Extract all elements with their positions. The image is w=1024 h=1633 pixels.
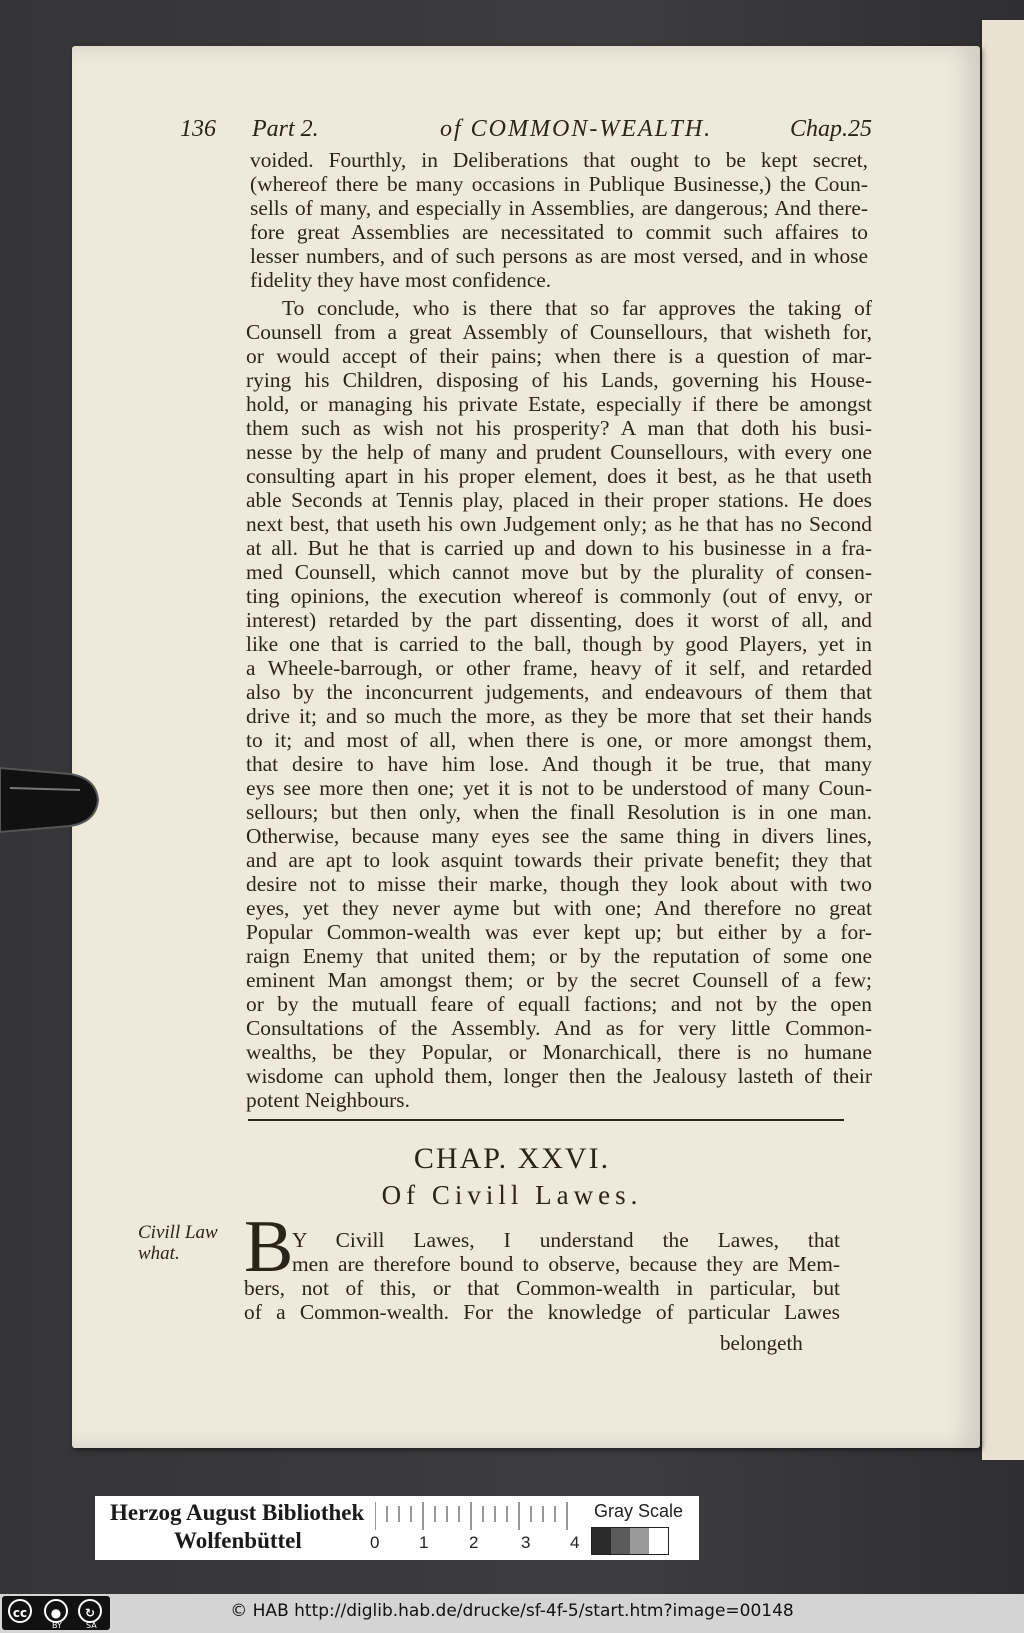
text-line: hold, or managing his private Estate, especially if there be amongst xyxy=(246,392,872,416)
text-line: interest) retarded by the part dissenting, does it worst of all, and xyxy=(246,608,872,632)
text-line: able Seconds at Tennis play, placed in their proper stations. He does xyxy=(246,488,872,512)
text-line: men are therefore bound to observe, because they are Mem- xyxy=(292,1252,840,1276)
measurement-ruler xyxy=(375,1502,585,1530)
text-line: wealths, be they Popular, or Monarchicall, there is no humane xyxy=(246,1040,872,1064)
cc-icon: cc xyxy=(8,1599,32,1623)
chapter-title: Of Civill Lawes. xyxy=(381,1180,643,1210)
text-line: eminent Man amongst them; or by the secret Counsell of a few; xyxy=(246,968,872,992)
text-line: them such as wish not his prosperity? A man that doth his busi- xyxy=(246,416,872,440)
text-line: Y Civill Lawes, I understand the Lawes, that xyxy=(292,1228,840,1252)
text-line: To conclude, who is there that so far approves the taking of xyxy=(282,296,872,320)
gray-patch xyxy=(611,1528,630,1554)
text-line: (whereof there be many occasions in Publique Businesse,) the Coun- xyxy=(250,172,868,196)
text-line: of a Common-wealth. For the knowledge of particular Lawes xyxy=(244,1300,840,1324)
section-divider xyxy=(248,1119,844,1121)
text-line: Counsell from a great Assembly of Counsellours, that wisheth for, xyxy=(246,320,872,344)
text-line: consulting apart in his proper element, does it best, as he that useth xyxy=(246,464,872,488)
text-line: Consultations of the Assembly. And as for very little Common- xyxy=(246,1016,872,1040)
ruler-label: 4 xyxy=(570,1533,580,1552)
text-line: eys see more then one; yet it is not to be understood of many Coun- xyxy=(246,776,872,800)
text-line: sellours; but then only, when the finall Resolution is in one man. xyxy=(246,800,872,824)
paragraph-conclusion xyxy=(246,296,872,1112)
text-line: or would accept of their pains; when there is a question of mar- xyxy=(246,344,872,368)
ruler-label: 3 xyxy=(521,1533,531,1552)
sa-label: SA xyxy=(86,1621,97,1630)
margin-note xyxy=(138,1222,238,1264)
drop-cap: B xyxy=(244,1206,294,1288)
margin-note-line: what. xyxy=(138,1243,180,1264)
text-line: to it; and most of all, when there is one, or more amongst them, xyxy=(246,728,872,752)
page-number: 136 xyxy=(180,116,216,142)
ruler-label: 1 xyxy=(419,1533,429,1552)
text-line: sells of many, and especially in Assemblies, are dangerous; And there- xyxy=(250,196,868,220)
margin-note-line: Civill Law xyxy=(138,1222,218,1243)
text-line: Popular Common-wealth was ever kept up; but either by a for- xyxy=(246,920,872,944)
source-url[interactable]: © HAB http://diglib.hab.de/drucke/sf-4f-5/start.htm?image=00148 xyxy=(230,1601,794,1621)
text-line: raign Enemy that united them; or by the reputation of some one xyxy=(246,944,872,968)
text-line: lesser numbers, and of such persons as are most versed, and in whose xyxy=(250,244,868,268)
text-line: and are apt to look asquint towards their private benefit; they that xyxy=(246,848,872,872)
text-line: med Counsell, which cannot move but by the plurality of consen- xyxy=(246,560,872,584)
text-line: a Wheele-barrough, or other frame, heavy of it self, and retarded xyxy=(246,656,872,680)
text-line: voided. Fourthly, in Deliberations that ought to be kept secret, xyxy=(250,148,868,172)
gray-patch xyxy=(649,1528,668,1554)
attribution-icon: ● xyxy=(44,1599,68,1623)
gray-scale-target xyxy=(591,1527,669,1555)
text-line: ting opinions, the execution whereof is commonly (out of envy, or xyxy=(246,584,872,608)
facing-page-edge xyxy=(980,20,1024,1460)
text-line: at all. But he that is carried up and down to his businesse in a fra- xyxy=(246,536,872,560)
text-line: drive it; and so much the more, as they be more that set their hands xyxy=(246,704,872,728)
text-line: that desire to have him lose. And though it be true, that many xyxy=(246,752,872,776)
text-line: also by the inconcurrent judgements, and endeavours of them that xyxy=(246,680,872,704)
gray-scale-label: Gray Scale xyxy=(594,1501,684,1521)
chapter-opening xyxy=(244,1228,840,1324)
text-line: wisdome can uphold them, longer then the Jealousy lasteth of their xyxy=(246,1064,872,1088)
text-line: fidelity they have most confidence. xyxy=(250,268,552,292)
share-alike-icon: ↻ xyxy=(78,1599,102,1623)
paragraph-continued xyxy=(250,148,868,292)
text-line: nesse by the help of many and prudent Counsellours, with every one xyxy=(246,440,872,464)
gray-patch xyxy=(592,1528,611,1554)
text-line: desire not to misse their marke, though they look about with two xyxy=(246,872,872,896)
text-line: Otherwise, because many eyes see the same thing in divers lines, xyxy=(246,824,872,848)
page-clip xyxy=(0,760,104,840)
library-city: Wolfenbüttel xyxy=(174,1528,302,1553)
ruler-label: 0 xyxy=(370,1533,380,1552)
running-head-chapter: Chap.25 xyxy=(790,116,873,142)
running-head-part: Part 2. xyxy=(252,116,319,142)
text-line: bers, not of this, or that Common-wealth in particular, but xyxy=(244,1276,840,1300)
ruler-label: 2 xyxy=(469,1533,479,1552)
chapter-number: CHAP. XXVI. xyxy=(413,1142,611,1175)
by-label: BY xyxy=(52,1621,62,1630)
text-line: like one that is carried to the ball, though by good Players, yet in xyxy=(246,632,872,656)
catchword: belongeth xyxy=(720,1331,803,1355)
text-line: next best, that useth his own Judgement only; as he that has no Second xyxy=(246,512,872,536)
gray-patch xyxy=(630,1528,649,1554)
running-title: of COMMON-WEALTH. xyxy=(440,116,713,142)
text-line: rying his Children, disposing of his Lands, governing his House- xyxy=(246,368,872,392)
text-line: potent Neighbours. xyxy=(246,1088,410,1112)
text-line: or by the mutuall feare of equall factions; and not by the open xyxy=(246,992,872,1016)
library-name: Herzog August Bibliothek xyxy=(110,1500,365,1525)
text-line: eyes, yet they never ayme but with one; And therefore no great xyxy=(246,896,872,920)
text-line: fore great Assemblies are necessitated to commit such affaires to xyxy=(250,220,868,244)
